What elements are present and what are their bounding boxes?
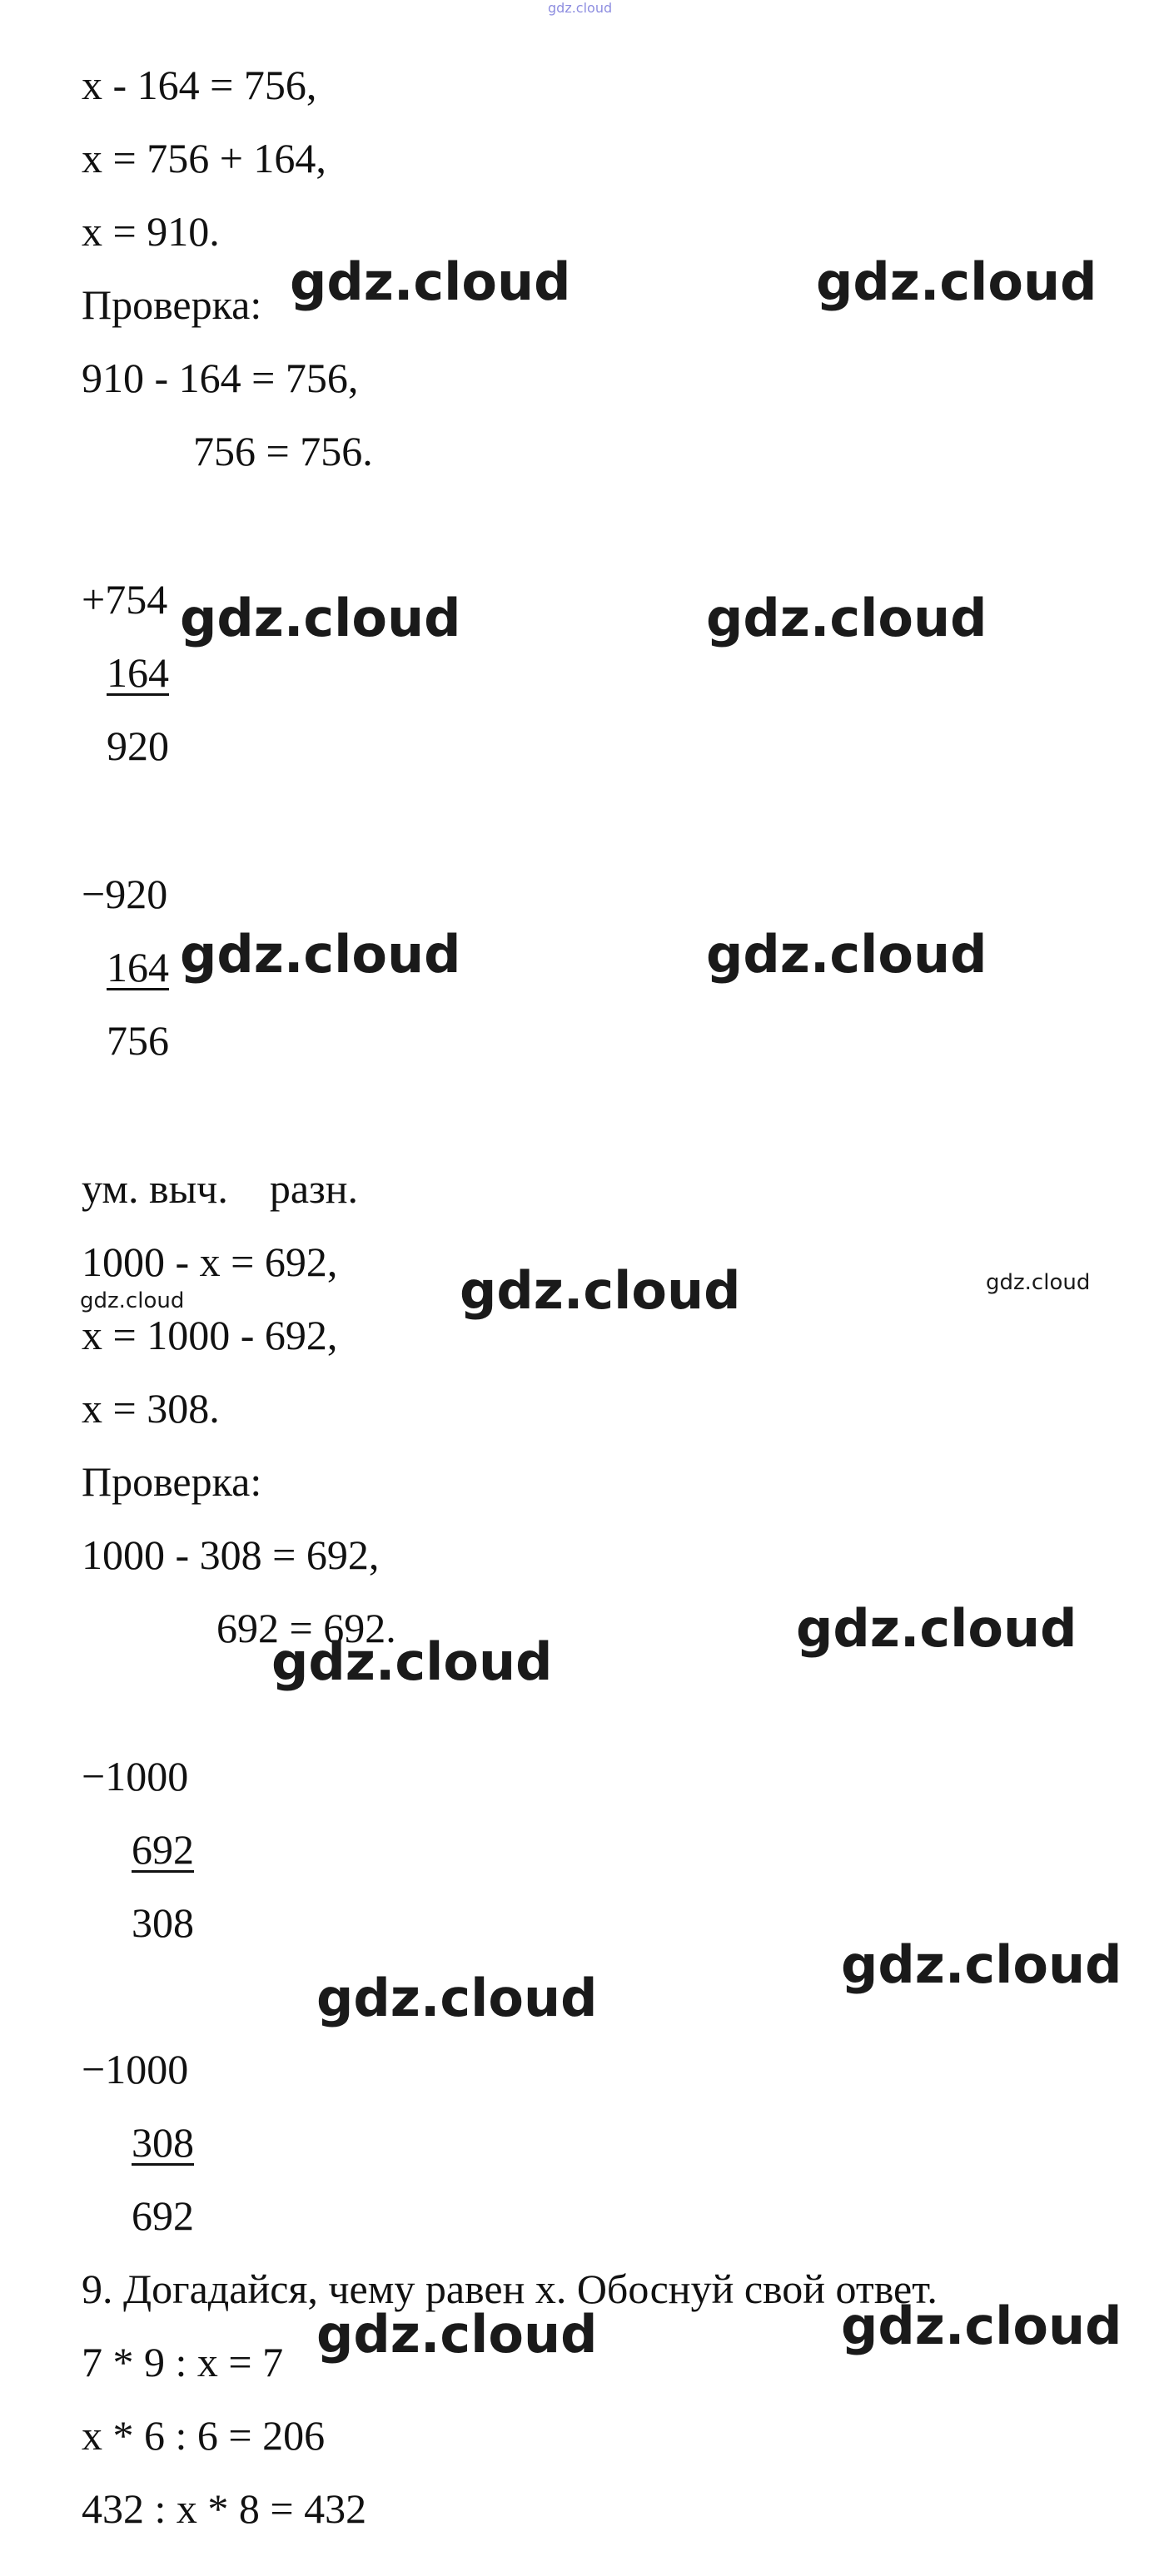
watermark: gdz.cloud	[816, 251, 1097, 312]
column-result: 308	[132, 1899, 194, 1946]
equation-line: x = 756 + 164,	[82, 135, 326, 181]
top-watermark: gdz.cloud	[548, 0, 613, 16]
equation-line: 692 = 692.	[216, 1605, 396, 1651]
column-result: 692	[132, 2192, 194, 2239]
component-labels: ум. выч. разн.	[82, 1165, 359, 1212]
equation-line: x - 164 = 756,	[82, 62, 317, 108]
equation-line: 756 = 756.	[193, 428, 373, 474]
watermark: gdz.cloud	[290, 251, 571, 312]
watermark-small: gdz.cloud	[80, 1288, 185, 1313]
equation-line: 910 - 164 = 756,	[82, 355, 359, 401]
equation-line: x = 308.	[82, 1385, 220, 1432]
task-expression: 432 : x * 8 = 432	[82, 2485, 367, 2532]
equation-line: x = 1000 - 692,	[82, 1312, 338, 1358]
check-label: Проверка:	[82, 1458, 262, 1505]
column-middle: 164	[107, 649, 169, 696]
column-top: +754	[82, 576, 168, 623]
column-middle: 164	[107, 944, 169, 990]
watermark: gdz.cloud	[316, 2304, 598, 2365]
watermark: gdz.cloud	[706, 924, 987, 985]
watermark: gdz.cloud	[460, 1260, 741, 1321]
equation-line: x = 910.	[82, 208, 220, 255]
watermark: gdz.cloud	[796, 1598, 1077, 1659]
column-top: −920	[82, 871, 168, 917]
watermark: gdz.cloud	[841, 1934, 1122, 1995]
column-middle: 692	[132, 1826, 194, 1873]
equation-line: 1000 - x = 692,	[82, 1238, 338, 1285]
column-result: 920	[107, 722, 169, 769]
watermark: gdz.cloud	[316, 1968, 598, 2028]
watermark: gdz.cloud	[271, 1631, 553, 1692]
column-result: 756	[107, 1017, 169, 1064]
watermark: gdz.cloud	[706, 588, 987, 648]
watermark: gdz.cloud	[180, 588, 461, 648]
task-expression: 7 * 9 : x = 7	[82, 2339, 284, 2385]
task-title: 9. Догадайся, чему равен x. Обоснуй свой ответ.	[82, 2266, 938, 2312]
column-top: −1000	[82, 2046, 189, 2092]
watermark: gdz.cloud	[180, 924, 461, 985]
check-label: Проверка:	[82, 281, 262, 328]
watermark-small: gdz.cloud	[986, 1270, 1091, 1295]
column-middle: 308	[132, 2119, 194, 2166]
task-expression: x * 6 : 6 = 206	[82, 2412, 326, 2459]
watermark: gdz.cloud	[841, 2296, 1122, 2356]
column-top: −1000	[82, 1753, 189, 1799]
equation-line: 1000 - 308 = 692,	[82, 1531, 380, 1578]
